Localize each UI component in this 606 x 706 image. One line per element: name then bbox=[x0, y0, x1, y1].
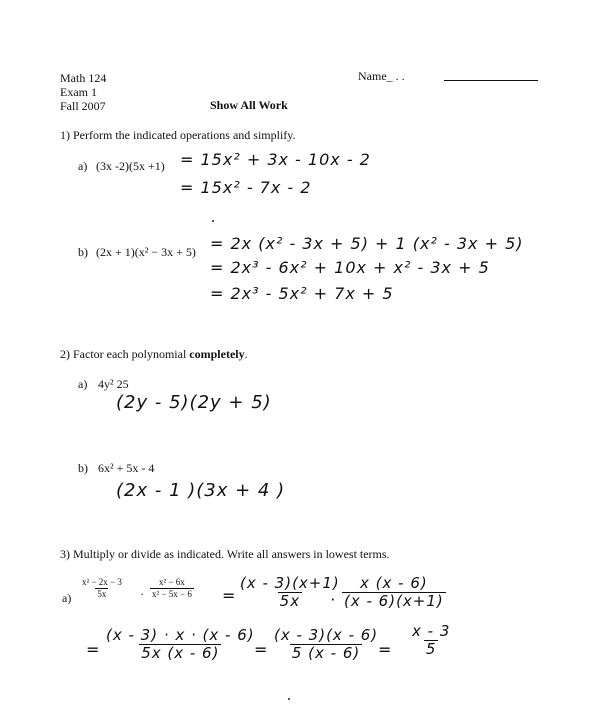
q3a-multiply-dot: · bbox=[140, 587, 144, 601]
q1b-work-line-2: = 2x³ - 6x² + 10x + x² - 3x + 5 bbox=[210, 258, 490, 277]
q3a-work-fraction-4 bbox=[272, 628, 380, 661]
q1b-label: b) bbox=[78, 245, 88, 259]
q2b-work: (2x - 1 )(3x + 4 ) bbox=[116, 480, 286, 501]
term-label: Fall 2007 bbox=[60, 99, 106, 113]
q2b-expression: 6x² + 5x - 4 bbox=[98, 461, 155, 475]
q3a-work-fraction-3 bbox=[104, 628, 257, 661]
q3a-fraction-1-numerator: x² − 2x − 3 bbox=[82, 577, 122, 587]
q3-prompt: 3) Multiply or divide as indicated. Write all answers in lowest terms. bbox=[60, 547, 390, 561]
exam-label: Exam 1 bbox=[60, 85, 97, 99]
q3a-work-fraction-2-denominator: (x - 6)(x+1) bbox=[344, 592, 444, 610]
q1a-work-line-1: = 15x² + 3x - 10x - 2 bbox=[180, 150, 371, 169]
q2a-work: (2y - 5)(2y + 5) bbox=[116, 392, 272, 413]
q3a-work-fraction-4-numerator: (x - 3)(x - 6) bbox=[274, 626, 379, 644]
q3a-final-answer bbox=[410, 624, 452, 657]
q3a-work-fraction-1-denominator: 5x bbox=[279, 592, 301, 610]
q3a-work-fraction-3-denominator: 5x (x - 6) bbox=[141, 644, 220, 662]
q3a-equals-4: = bbox=[378, 640, 393, 659]
q1b-work-line-3: = 2x³ - 5x² + 7x + 5 bbox=[210, 284, 394, 303]
q1b-work-line-1: = 2x (x² - 3x + 5) + 1 (x² - 3x + 5) bbox=[210, 234, 524, 253]
q3a-work-fraction-4-denominator: 5 (x - 6) bbox=[291, 644, 361, 662]
name-line bbox=[444, 80, 538, 81]
q3a-fraction-1 bbox=[80, 578, 124, 599]
q3a-work-fraction-1-numerator: (x - 3)(x+1) bbox=[240, 574, 340, 592]
q2b-label: b) bbox=[78, 461, 88, 475]
q3a-fraction-2 bbox=[150, 578, 194, 599]
instruction-label: Show All Work bbox=[210, 98, 288, 112]
q2a-label: a) bbox=[78, 377, 88, 391]
name-label: Name_ . . bbox=[358, 69, 405, 83]
q1a-expression: (3x -2)(5x +1) bbox=[96, 159, 165, 173]
q3a-multiply-dot-work: · bbox=[330, 590, 337, 609]
q3a-final-answer-denominator: 5 bbox=[425, 640, 437, 658]
q3a-label: a) bbox=[62, 591, 72, 605]
q3a-equals-3: = bbox=[254, 640, 269, 659]
q3a-work-fraction-1 bbox=[238, 576, 342, 609]
q3a-fraction-1-denominator: 5x bbox=[97, 589, 107, 599]
q1a-label: a) bbox=[78, 159, 88, 173]
course-label: Math 124 bbox=[60, 71, 107, 85]
q3a-work-fraction-2 bbox=[342, 576, 446, 609]
q2-prompt: 2) Factor each polynomial completely. bbox=[60, 347, 248, 361]
stray-mark-bottom bbox=[288, 698, 290, 700]
q3a-work-fraction-3-numerator: (x - 3) · x · (x - 6) bbox=[106, 626, 255, 644]
q2a-expression: 4y² 25 bbox=[98, 377, 129, 391]
q3a-equals-1: = bbox=[222, 586, 237, 605]
q1-prompt: 1) Perform the indicated operations and simplify. bbox=[60, 128, 296, 142]
q3a-final-answer-numerator: x - 3 bbox=[412, 622, 451, 640]
q3a-fraction-2-denominator: x² − 5x − 6 bbox=[152, 589, 192, 599]
q3a-work-fraction-2-numerator: x (x - 6) bbox=[360, 574, 428, 592]
q3a-fraction-2-numerator: x² − 6x bbox=[159, 577, 185, 587]
q1b-expression: (2x + 1)(x² − 3x + 5) bbox=[96, 245, 196, 259]
stray-mark bbox=[212, 220, 214, 222]
q3a-equals-2: = bbox=[86, 640, 101, 659]
q1a-work-line-2: = 15x² - 7x - 2 bbox=[180, 178, 312, 197]
